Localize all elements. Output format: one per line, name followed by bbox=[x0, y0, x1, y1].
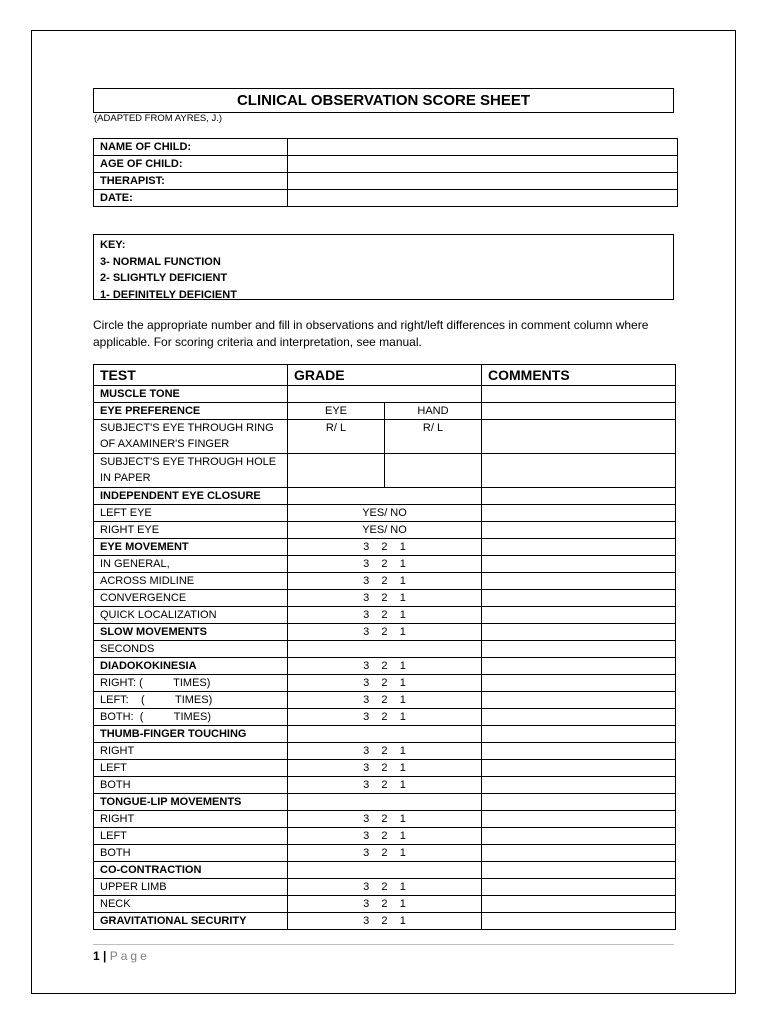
info-row bbox=[94, 156, 678, 173]
test-label: BOTH: ( TIMES) bbox=[94, 709, 288, 726]
grade-cell[interactable] bbox=[288, 726, 482, 743]
table-row bbox=[94, 454, 676, 488]
grade-cell[interactable]: 3 2 1 bbox=[288, 556, 482, 573]
comment-cell[interactable] bbox=[482, 641, 676, 658]
comment-cell[interactable] bbox=[482, 488, 676, 505]
grade-cell[interactable]: 3 2 1 bbox=[288, 760, 482, 777]
test-label: EYE MOVEMENT bbox=[94, 539, 288, 556]
comment-cell[interactable] bbox=[482, 658, 676, 675]
grade-cell[interactable]: 3 2 1 bbox=[288, 828, 482, 845]
table-row bbox=[94, 505, 676, 522]
comment-cell[interactable] bbox=[482, 624, 676, 641]
eye-subheader: EYE bbox=[288, 403, 385, 420]
comment-cell[interactable] bbox=[482, 386, 676, 403]
comment-cell[interactable] bbox=[482, 607, 676, 624]
hand-subheader: HAND bbox=[385, 403, 482, 420]
grade-cell[interactable]: 3 2 1 bbox=[288, 624, 482, 641]
hand-grade-cell[interactable] bbox=[385, 454, 482, 488]
comment-cell[interactable] bbox=[482, 896, 676, 913]
test-label: LEFT: ( TIMES) bbox=[94, 692, 288, 709]
test-label: NECK bbox=[94, 896, 288, 913]
instructions-text: Circle the appropriate number and fill in observations and right/left differences in comment column where applicable. For scoring criteria and interpretation, see manual. bbox=[93, 318, 649, 349]
comment-cell[interactable] bbox=[482, 590, 676, 607]
grade-cell[interactable]: 3 2 1 bbox=[288, 607, 482, 624]
grade-cell[interactable] bbox=[288, 862, 482, 879]
test-label: CONVERGENCE bbox=[94, 590, 288, 607]
table-row bbox=[94, 590, 676, 607]
grade-cell[interactable]: 3 2 1 bbox=[288, 845, 482, 862]
table-row bbox=[94, 709, 676, 726]
grade-cell[interactable] bbox=[288, 386, 482, 403]
key-item: 3- NORMAL FUNCTION bbox=[100, 255, 221, 268]
test-label: UPPER LIMB bbox=[94, 879, 288, 896]
test-label: GRAVITATIONAL SECURITY bbox=[94, 913, 288, 930]
table-row bbox=[94, 845, 676, 862]
grade-cell[interactable] bbox=[288, 794, 482, 811]
grade-cell[interactable]: 3 2 1 bbox=[288, 573, 482, 590]
table-row bbox=[94, 879, 676, 896]
key-item: 2- SLIGHTLY DEFICIENT bbox=[100, 272, 228, 284]
test-label: RIGHT bbox=[94, 743, 288, 760]
page-number: 1 bbox=[93, 949, 100, 963]
table-row bbox=[94, 913, 676, 930]
grade-cell[interactable]: 3 2 1 bbox=[288, 539, 482, 556]
comment-cell[interactable] bbox=[482, 862, 676, 879]
info-label: THERAPIST: bbox=[94, 173, 288, 190]
grade-cell[interactable]: 3 2 1 bbox=[288, 811, 482, 828]
table-row bbox=[94, 692, 676, 709]
table-row bbox=[94, 760, 676, 777]
test-label: SUBJECT'S EYE THROUGH HOLE IN PAPER bbox=[94, 454, 288, 488]
table-row bbox=[94, 811, 676, 828]
table-row bbox=[94, 624, 676, 641]
grade-cell[interactable]: 3 2 1 bbox=[288, 692, 482, 709]
table-row bbox=[94, 522, 676, 539]
grade-column-header: GRADE bbox=[288, 365, 482, 386]
info-row bbox=[94, 139, 678, 156]
table-row bbox=[94, 743, 676, 760]
comment-cell[interactable] bbox=[482, 692, 676, 709]
footer-separator: | bbox=[103, 949, 107, 963]
info-label: AGE OF CHILD: bbox=[94, 156, 288, 173]
comment-cell[interactable] bbox=[482, 709, 676, 726]
comment-cell[interactable] bbox=[482, 726, 676, 743]
table-row bbox=[94, 828, 676, 845]
comment-cell[interactable] bbox=[482, 675, 676, 692]
test-label: THUMB-FINGER TOUCHING bbox=[94, 726, 288, 743]
grade-cell[interactable]: 3 2 1 bbox=[288, 913, 482, 930]
grade-cell[interactable]: 3 2 1 bbox=[288, 658, 482, 675]
key-heading: KEY: bbox=[100, 239, 126, 251]
test-label: CO-CONTRACTION bbox=[94, 862, 288, 879]
comment-cell[interactable] bbox=[482, 845, 676, 862]
child-info-table bbox=[93, 138, 678, 207]
test-label: SECONDS bbox=[94, 641, 288, 658]
grade-cell[interactable]: 3 2 1 bbox=[288, 777, 482, 794]
info-value-field[interactable] bbox=[288, 190, 678, 207]
table-row bbox=[94, 386, 676, 403]
table-row bbox=[94, 794, 676, 811]
table-row bbox=[94, 862, 676, 879]
grade-cell[interactable]: YES/ NO bbox=[288, 505, 482, 522]
table-row bbox=[94, 641, 676, 658]
comment-cell[interactable] bbox=[482, 573, 676, 590]
table-row bbox=[94, 675, 676, 692]
grade-cell[interactable]: 3 2 1 bbox=[288, 675, 482, 692]
test-label: IN GENERAL, bbox=[94, 556, 288, 573]
info-value-field[interactable] bbox=[288, 173, 678, 190]
test-column-header: TEST bbox=[94, 365, 288, 386]
eye-grade-cell[interactable] bbox=[288, 454, 385, 488]
comment-cell[interactable] bbox=[482, 828, 676, 845]
grade-cell[interactable]: 3 2 1 bbox=[288, 879, 482, 896]
comment-cell[interactable] bbox=[482, 539, 676, 556]
table-row bbox=[94, 607, 676, 624]
table-row bbox=[94, 539, 676, 556]
test-label: BOTH bbox=[94, 845, 288, 862]
table-row bbox=[94, 658, 676, 675]
key-box bbox=[93, 234, 674, 300]
comment-cell[interactable] bbox=[482, 522, 676, 539]
footer-divider bbox=[93, 944, 674, 945]
info-label: DATE: bbox=[94, 190, 288, 207]
test-label: BOTH bbox=[94, 777, 288, 794]
grade-cell[interactable] bbox=[288, 488, 482, 505]
grade-cell[interactable]: YES/ NO bbox=[288, 522, 482, 539]
info-value-field[interactable] bbox=[288, 156, 678, 173]
test-label: RIGHT EYE bbox=[94, 522, 288, 539]
test-label: RIGHT bbox=[94, 811, 288, 828]
test-label: LEFT bbox=[94, 760, 288, 777]
page-label: Page bbox=[109, 949, 150, 963]
table-row bbox=[94, 420, 676, 454]
page-footer bbox=[93, 949, 150, 963]
test-label: ACROSS MIDLINE bbox=[94, 573, 288, 590]
info-label: NAME OF CHILD: bbox=[94, 139, 288, 156]
test-label: LEFT EYE bbox=[94, 505, 288, 522]
comment-cell[interactable] bbox=[482, 420, 676, 454]
comment-cell[interactable] bbox=[482, 794, 676, 811]
info-value-field[interactable] bbox=[288, 139, 678, 156]
comment-cell[interactable] bbox=[482, 777, 676, 794]
comment-cell[interactable] bbox=[482, 743, 676, 760]
hand-grade-cell[interactable]: R/ L bbox=[385, 420, 482, 454]
grade-cell[interactable]: 3 2 1 bbox=[288, 709, 482, 726]
test-label: SUBJECT'S EYE THROUGH RING OF AXAMINER'S FINGER bbox=[94, 420, 288, 454]
info-row bbox=[94, 173, 678, 190]
comments-column-header: COMMENTS bbox=[482, 365, 676, 386]
page-title: CLINICAL OBSERVATION SCORE SHEET bbox=[93, 88, 674, 113]
comment-cell[interactable] bbox=[482, 760, 676, 777]
test-label: SLOW MOVEMENTS bbox=[94, 624, 288, 641]
score-table bbox=[93, 364, 676, 930]
grade-cell[interactable]: 3 2 1 bbox=[288, 896, 482, 913]
table-row bbox=[94, 403, 676, 420]
test-label: MUSCLE TONE bbox=[94, 386, 288, 403]
table-row bbox=[94, 777, 676, 794]
table-row bbox=[94, 726, 676, 743]
table-row bbox=[94, 573, 676, 590]
table-header-row bbox=[94, 365, 676, 386]
test-label: EYE PREFERENCE bbox=[94, 403, 288, 420]
table-row bbox=[94, 896, 676, 913]
key-item: 1- DEFINITELY DEFICIENT bbox=[100, 288, 237, 301]
info-row bbox=[94, 190, 678, 207]
comment-cell[interactable] bbox=[482, 505, 676, 522]
comment-cell[interactable] bbox=[482, 879, 676, 896]
eye-grade-cell[interactable]: R/ L bbox=[288, 420, 385, 454]
test-label: RIGHT: ( TIMES) bbox=[94, 675, 288, 692]
table-row bbox=[94, 488, 676, 505]
grade-cell[interactable]: 3 2 1 bbox=[288, 743, 482, 760]
test-label: INDEPENDENT EYE CLOSURE bbox=[94, 488, 288, 505]
comment-cell[interactable] bbox=[482, 403, 676, 420]
test-label: QUICK LOCALIZATION bbox=[94, 607, 288, 624]
table-row bbox=[94, 556, 676, 573]
comment-cell[interactable] bbox=[482, 913, 676, 930]
test-label: TONGUE-LIP MOVEMENTS bbox=[94, 794, 288, 811]
test-label: LEFT bbox=[94, 828, 288, 845]
comment-cell[interactable] bbox=[482, 556, 676, 573]
adapted-note: (ADAPTED FROM AYRES, J.) bbox=[94, 113, 223, 124]
test-label: DIADOKOKINESIA bbox=[94, 658, 288, 675]
grade-cell[interactable]: 3 2 1 bbox=[288, 590, 482, 607]
comment-cell[interactable] bbox=[482, 811, 676, 828]
comment-cell[interactable] bbox=[482, 454, 676, 488]
grade-cell[interactable] bbox=[288, 641, 482, 658]
